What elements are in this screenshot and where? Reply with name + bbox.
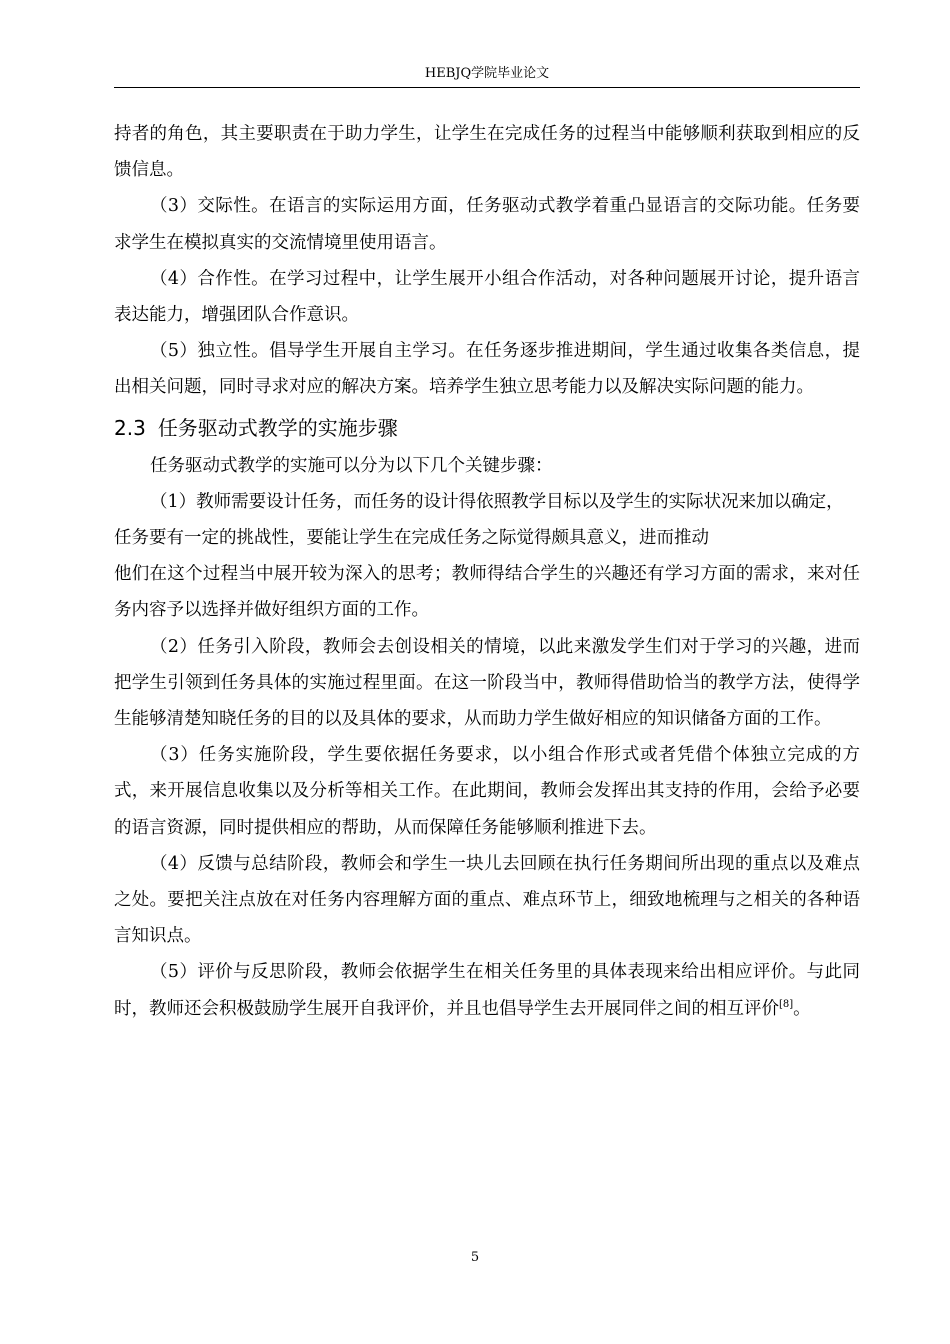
paragraph-cooperative: （4）合作性。在学习过程中，让学生展开小组合作活动，对各种问题展开讨论，提升语言表达能力，增强团队合作意识。 <box>114 268 860 326</box>
header-title: HEBJQ学院毕业论文 <box>424 66 550 81</box>
section-title: 任务驱动式教学的实施步骤 <box>157 415 398 440</box>
step-5 <box>114 954 860 1026</box>
page-body <box>114 116 860 1027</box>
paragraph-independent: （5）独立性。倡导学生开展自主学习。在任务逐步推进期间，学生通过收集各类信息，提出相关问题，同时寻求对应的解决方案。培养学生独立思考能力以及解决实际问题的能力。 <box>114 341 860 398</box>
step-5-end: 。 <box>793 998 811 1019</box>
section-heading <box>114 411 860 445</box>
step-1-part-a: （1）教师需要设计任务，而任务的设计得依照教学目标以及学生的实际状况来加以确定，任务要有一定的挑战性，要能让学生在完成任务之际觉得颇具意义，进而推动 <box>114 491 844 549</box>
section-number: 2.3 <box>114 415 146 440</box>
step-3: （3）任务实施阶段，学生要依据任务要求，以小组合作形式或者凭借个体独立完成的方式，来开展信息收集以及分析等相关工作。在此期间，教师会发挥出其支持的作用，会给予必要的语言资源，同时提供相应的帮助，从而保障任务能够顺利推进下去。 <box>114 745 860 838</box>
paragraph-continuation: 持者的角色，其主要职责在于助力学生，让学生在完成任务的过程当中能够顺利获取到相应的反馈信息。 <box>114 124 860 181</box>
paragraph-communicative: （3）交际性。在语言的实际运用方面，任务驱动式教学着重凸显语言的交际功能。任务要求学生在模拟真实的交流情境里使用语言。 <box>114 196 860 253</box>
page-header <box>114 66 860 88</box>
step-2: （2）任务引入阶段，教师会去创设相关的情境，以此来激发学生们对于学习的兴趣，进而把学生引领到任务具体的实施过程里面。在这一阶段当中，教师得借助恰当的教学方法，使得学生能够清楚知晓任务的目的以及具体的要求，从而助力学生做好相应的知识储备方面的工作。 <box>114 636 860 730</box>
step-4: （4）反馈与总结阶段，教师会和学生一块儿去回顾在执行任务期间所出现的重点以及难点之处。要把关注点放在对任务内容理解方面的重点、难点环节上，细致地梳理与之相关的各种语言知识点。 <box>114 853 860 947</box>
citation-reference[interactable]: [8] <box>779 998 794 1010</box>
step-1-part-b: 他们在这个过程当中展开较为深入的思考；教师得结合学生的兴趣还有学习方面的需求，来对任务内容予以选择并做好组织方面的工作。 <box>114 564 860 621</box>
page-number: 5 <box>470 1250 480 1265</box>
steps-intro: 任务驱动式教学的实施可以分为以下几个关键步骤： <box>150 455 553 476</box>
step-5-text: （5）评价与反思阶段，教师会依据学生在相关任务里的具体表现来给出相应评价。与此同时，教师还会积极鼓励学生展开自我评价，并且也倡导学生去开展同伴之间的相互评价 <box>114 962 860 1019</box>
